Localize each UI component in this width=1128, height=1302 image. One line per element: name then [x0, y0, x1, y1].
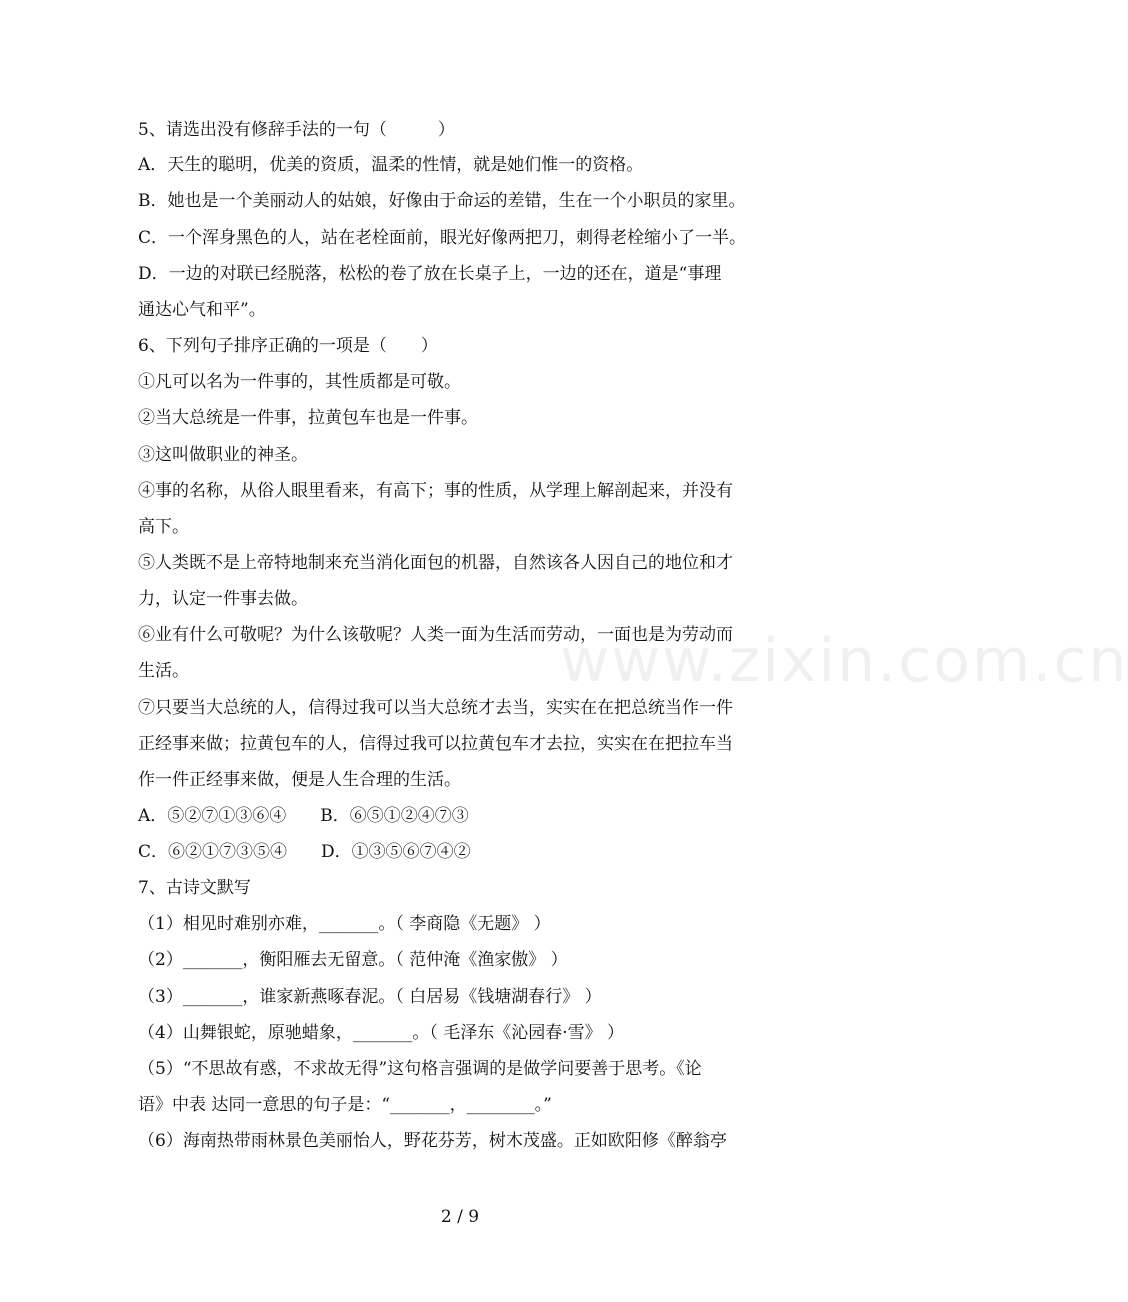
question-6-stem: 6、下列句子排序正确的一项是（ ） — [138, 336, 438, 356]
sentence-2: ②当大总统是一件事，拉黄包车也是一件事。 — [138, 408, 478, 428]
watermark: www.zixin.com.cn — [560, 626, 1128, 696]
sentence-7-cont-2: 作一件正经事来做，便是人生合理的生活。 — [138, 770, 461, 790]
question-7-stem: 7、古诗文默写 — [138, 878, 251, 898]
sentence-4-cont: 高下。 — [138, 517, 189, 537]
question-6-options-cd: C．⑥②①⑦③⑤④ D．①③⑤⑥⑦④② — [138, 842, 471, 862]
poem-item-3: （3）_______，谁家新燕啄春泥。（ 白居易《钱塘湖春行》 ） — [138, 987, 602, 1007]
poem-item-5-cont: 语》中表 达同一意思的句子是：“_______，________。” — [138, 1095, 552, 1115]
page-number: 2 / 9 — [440, 1207, 480, 1227]
sentence-1: ①凡可以名为一件事的，其性质都是可敬。 — [138, 372, 461, 392]
question-5-option-b: B．她也是一个美丽动人的姑娘，好像由于命运的差错，生在一个小职员的家里。 — [138, 191, 746, 211]
poem-item-5: （5）“不思故有惑，不求故无得”这句格言强调的是做学问要善于思考。《论 — [138, 1059, 702, 1079]
poem-item-1: （1）相见时难别亦难，_______。（ 李商隐《无题》 ） — [138, 914, 551, 934]
question-6-options-ab: A．⑤②⑦①③⑥④ B．⑥⑤①②④⑦③ — [138, 806, 469, 826]
question-5-option-a: A．天生的聪明，优美的资质，温柔的性情，就是她们惟一的资格。 — [138, 155, 644, 175]
sentence-5-cont: 力，认定一件事去做。 — [138, 589, 308, 609]
poem-item-4: （4）山舞银蛇，原驰蜡象，_______。（ 毛泽东《沁园春·雪》 ） — [138, 1023, 625, 1043]
question-5-option-d: D．一边的对联已经脱落，松松的卷了放在长桌子上，一边的还在，道是“事理 — [138, 264, 722, 284]
question-5-option-c: C．一个浑身黑色的人，站在老栓面前，眼光好像两把刀，刺得老栓缩小了一半。 — [138, 228, 747, 248]
question-5-stem: 5、请选出没有修辞手法的一句（ ） — [138, 120, 455, 140]
poem-item-2: （2）_______，衡阳雁去无留意。（ 范仲淹《渔家傲》 ） — [138, 950, 568, 970]
sentence-7: ⑦只要当大总统的人，信得过我可以当大总统才去当，实实在在把总统当作一件 — [138, 698, 733, 718]
sentence-5: ⑤人类既不是上帝特地制来充当消化面包的机器，自然该各人因自己的地位和才 — [138, 553, 733, 573]
sentence-6: ⑥业有什么可敬呢？为什么该敬呢？人类一面为生活而劳动，一面也是为劳动而 — [138, 625, 733, 645]
sentence-6-cont: 生活。 — [138, 661, 189, 681]
question-5-option-d-cont: 通达心气和平”。 — [138, 300, 266, 320]
sentence-3: ③这叫做职业的神圣。 — [138, 445, 308, 465]
poem-item-6: （6）海南热带雨林景色美丽怡人，野花芬芳，树木茂盛。正如欧阳修《醉翁亭 — [138, 1131, 727, 1151]
sentence-7-cont-1: 正经事来做；拉黄包车的人，信得过我可以拉黄包车才去拉，实实在在把拉车当 — [138, 734, 733, 754]
sentence-4: ④事的名称，从俗人眼里看来，有高下；事的性质，从学理上解剖起来，并没有 — [138, 481, 733, 501]
